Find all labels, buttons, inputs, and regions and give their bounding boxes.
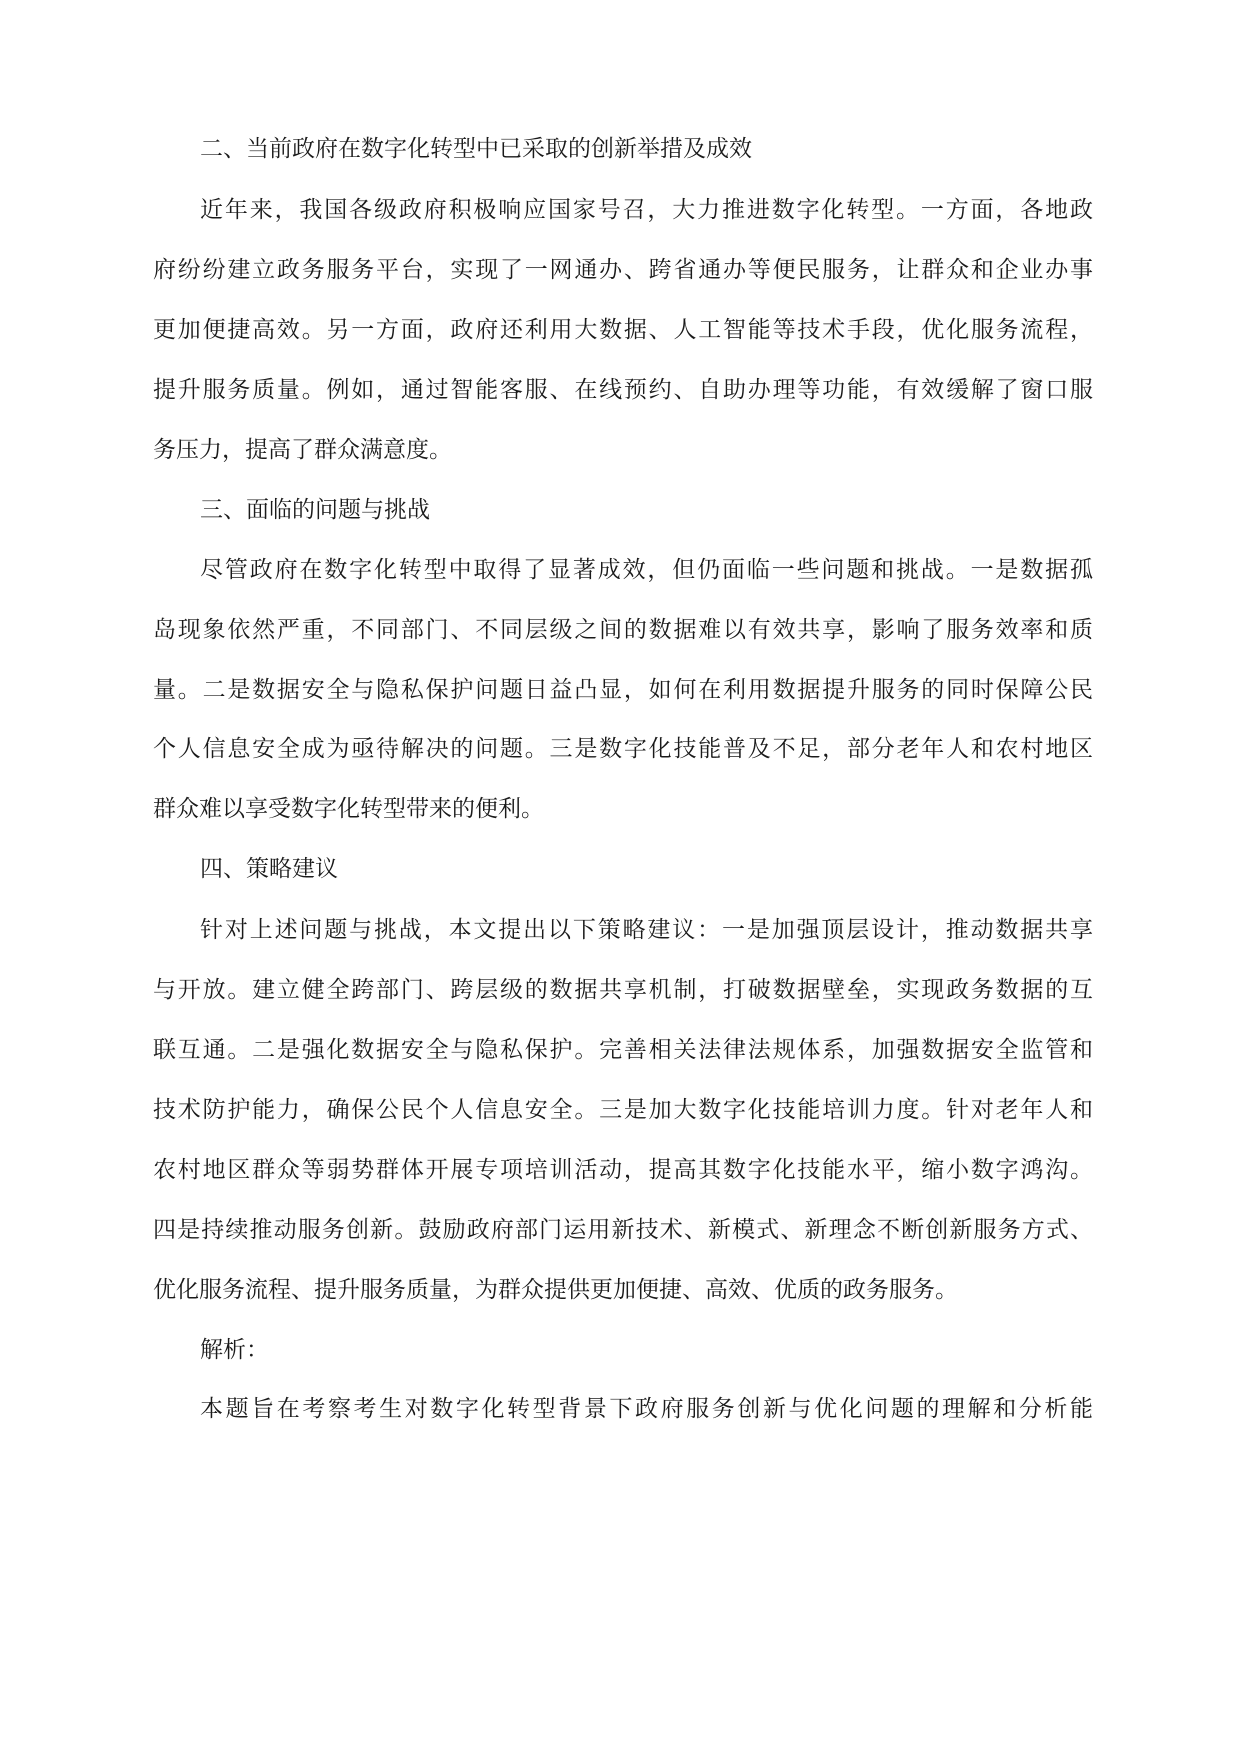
paragraph-line: 群众难以享受数字化转型带来的便利。	[153, 796, 544, 822]
paragraph-line: 四是持续推动服务创新。鼓励政府部门运用新技术、新模式、新理念不断创新服务方式、	[153, 1217, 1093, 1243]
section-heading: 二、当前政府在数字化转型中已采取的创新举措及成效	[200, 136, 752, 162]
analysis-heading: 解析：	[200, 1337, 269, 1363]
paragraph-line: 近年来，我国各级政府积极响应国家号召，大力推进数字化转型。一方面，各地政	[200, 197, 1093, 223]
paragraph-line: 与开放。建立健全跨部门、跨层级的数据共享机制，打破数据壁垒，实现政务数据的互	[153, 977, 1093, 1003]
paragraph-line: 量。二是数据安全与隐私保护问题日益凸显，如何在利用数据提升服务的同时保障公民	[153, 677, 1093, 703]
paragraph-line: 府纷纷建立政务服务平台，实现了一网通办、跨省通办等便民服务，让群众和企业办事	[153, 257, 1093, 283]
paragraph-line: 尽管政府在数字化转型中取得了显著成效，但仍面临一些问题和挑战。一是数据孤	[200, 557, 1093, 583]
section-heading: 四、策略建议	[200, 856, 338, 882]
section-heading: 三、面临的问题与挑战	[200, 497, 430, 523]
paragraph-line: 务压力，提高了群众满意度。	[153, 437, 452, 463]
paragraph-line: 提升服务质量。例如，通过智能客服、在线预约、自助办理等功能，有效缓解了窗口服	[153, 377, 1093, 403]
paragraph-line: 技术防护能力，确保公民个人信息安全。三是加大数字化技能培训力度。针对老年人和	[153, 1097, 1093, 1123]
paragraph-line: 优化服务流程、提升服务质量，为群众提供更加便捷、高效、优质的政务服务。	[153, 1277, 958, 1303]
paragraph-line: 农村地区群众等弱势群体开展专项培训活动，提高其数字化技能水平，缩小数字鸿沟。	[153, 1157, 1093, 1183]
paragraph-line: 岛现象依然严重，不同部门、不同层级之间的数据难以有效共享，影响了服务效率和质	[153, 617, 1093, 643]
paragraph-line: 更加便捷高效。另一方面，政府还利用大数据、人工智能等技术手段，优化服务流程，	[153, 317, 1093, 343]
paragraph-line: 本题旨在考察考生对数字化转型背景下政府服务创新与优化问题的理解和分析能	[200, 1396, 1093, 1422]
paragraph-line: 个人信息安全成为亟待解决的问题。三是数字化技能普及不足，部分老年人和农村地区	[153, 736, 1093, 762]
paragraph-line: 针对上述问题与挑战，本文提出以下策略建议：一是加强顶层设计，推动数据共享	[200, 917, 1093, 943]
paragraph-line: 联互通。二是强化数据安全与隐私保护。完善相关法律法规体系，加强数据安全监管和	[153, 1037, 1093, 1063]
